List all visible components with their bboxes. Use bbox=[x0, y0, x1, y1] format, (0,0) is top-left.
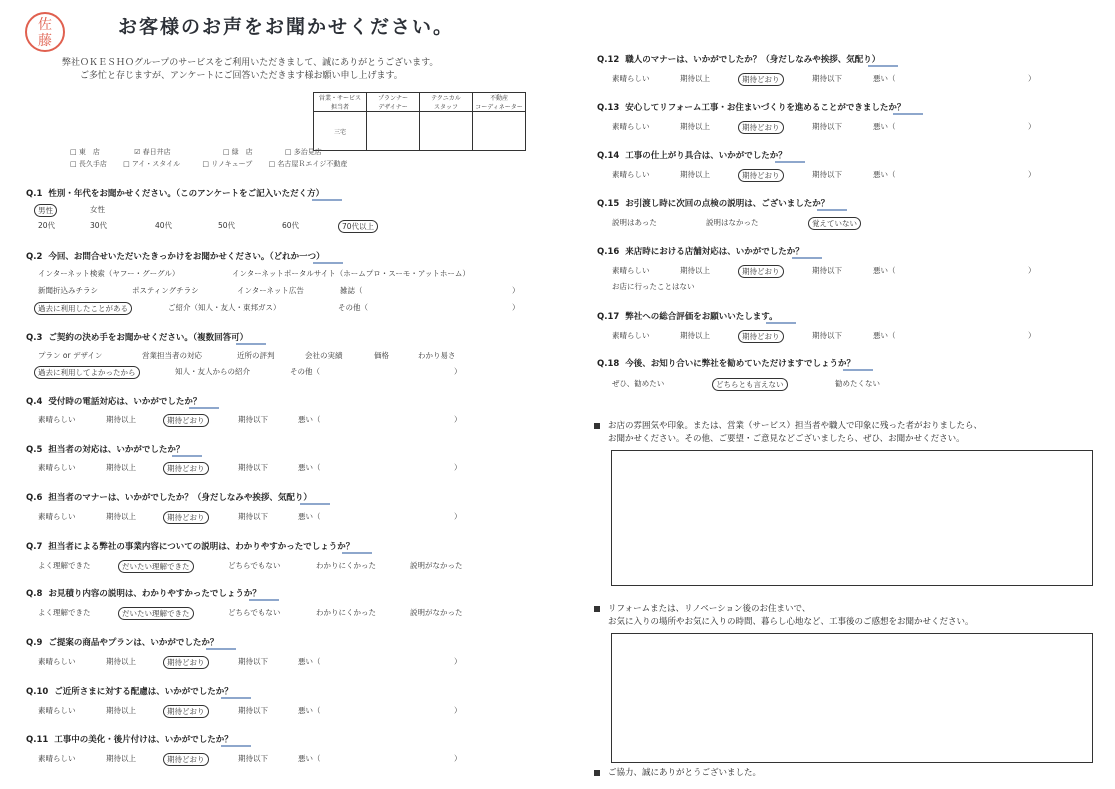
question-text: 担当者による弊社の事業内容についての説明は、わかりやすかったでしょうか？ bbox=[48, 542, 355, 552]
shop-midori[interactable]: □ 緑 店 bbox=[222, 148, 253, 156]
question-1-option[interactable]: 40代 bbox=[155, 221, 173, 230]
seal-stamp: 佐 藤 bbox=[25, 12, 65, 52]
question-3-option[interactable]: 営業担当者の対応 bbox=[142, 351, 202, 360]
shop-row-2[interactable] bbox=[70, 159, 361, 169]
question-8-option[interactable]: 説明がなかった bbox=[410, 608, 463, 617]
question-4-option[interactable]: 期待以上 bbox=[106, 415, 136, 424]
question-10-option[interactable]: ） bbox=[454, 706, 462, 715]
shop-nagakute[interactable]: □ 長久手店 bbox=[70, 160, 107, 168]
question-3-option[interactable]: ） bbox=[454, 367, 462, 376]
question-text: 受付時の電話対応は、いかがでしたか？ bbox=[48, 397, 202, 407]
question-15-option[interactable]: 説明はなかった bbox=[706, 218, 759, 227]
question-number: Q.5 bbox=[26, 445, 43, 455]
question-3-option[interactable]: わかり易さ bbox=[418, 351, 456, 360]
question-6-option-selected[interactable]: 期待どおり bbox=[163, 511, 209, 524]
question-number: Q.14 bbox=[597, 151, 620, 161]
question-8-option[interactable]: どちらでもない bbox=[228, 608, 281, 617]
shop-tajimi[interactable]: □ 多治見店 bbox=[284, 148, 322, 156]
question-18-option-selected[interactable]: どちらとも言えない bbox=[712, 378, 788, 391]
question-13-option[interactable]: 期待以上 bbox=[680, 122, 710, 131]
question-text: 弊社への総合評価をお願いいたします。 bbox=[625, 312, 778, 322]
question-text: お引渡し時に次回の点検の説明は、ございましたか？ bbox=[625, 199, 830, 209]
question-1-option-selected[interactable]: 70代以上 bbox=[338, 220, 378, 233]
comment1-line-2: お聞かせください。その他、ご要望・ご意見などございましたら、ぜひ、お聞かせください。 bbox=[608, 434, 965, 444]
question-text: ご近所さまに対する配慮は、いかがでしたか？ bbox=[54, 687, 233, 697]
question-number: Q.2 bbox=[26, 252, 43, 262]
question-5-option[interactable]: 期待以下 bbox=[238, 463, 268, 472]
question-18-option[interactable]: ぜひ、勧めたい bbox=[612, 379, 665, 388]
question-16-option-selected[interactable]: 期待どおり bbox=[738, 265, 784, 278]
question-12-option[interactable]: ） bbox=[1028, 74, 1036, 83]
staff-header-realestate: 不動産 コーディネーター bbox=[473, 93, 526, 112]
question-text: 工事の仕上がり具合は、いかがでしたか？ bbox=[625, 151, 787, 161]
question-3-option-selected[interactable]: 過去に利用してよかったから bbox=[34, 366, 140, 379]
question-1-heading bbox=[26, 187, 324, 199]
question-13-option[interactable]: 素晴らしい bbox=[612, 122, 650, 131]
intro-line-1: 弊社ＯＫＥＳＨＯグループのサービスをご利用いただきまして、誠にありがとうございます。 bbox=[62, 58, 439, 68]
question-2-option[interactable]: インターネットポータルサイト（ホームプロ・スーモ・アットホーム） bbox=[232, 269, 470, 278]
question-text: 性別・年代をお聞かせください。（このアンケートをご記入いただく方） bbox=[48, 189, 325, 199]
question-9-option[interactable]: 悪い（ bbox=[298, 657, 321, 666]
question-15-option[interactable]: 説明はあった bbox=[612, 218, 657, 227]
question-17-option[interactable]: 悪い（ bbox=[873, 331, 896, 340]
question-3-option[interactable]: 近所の評判 bbox=[237, 351, 275, 360]
question-10-option-selected[interactable]: 期待どおり bbox=[163, 705, 209, 718]
question-number: Q.16 bbox=[597, 247, 620, 257]
question-14-option[interactable]: ） bbox=[1028, 170, 1036, 179]
question-13-option-selected[interactable]: 期待どおり bbox=[738, 121, 784, 134]
question-9-option[interactable]: 期待以上 bbox=[106, 657, 136, 666]
question-11-option-selected[interactable]: 期待どおり bbox=[163, 753, 209, 766]
question-number: Q.6 bbox=[26, 493, 43, 503]
question-number: Q.9 bbox=[26, 638, 43, 648]
question-9-heading bbox=[26, 636, 218, 648]
comment2-line-1: リフォームまたは、リノベーション後のお住まいで、 bbox=[608, 604, 811, 614]
question-15-heading bbox=[597, 197, 829, 209]
question-text: 安心してリフォーム工事・お住まいづくりを進めることができましたか？ bbox=[625, 103, 906, 113]
question-2-option[interactable]: ） bbox=[512, 303, 520, 312]
question-17-option[interactable]: 期待以下 bbox=[812, 331, 842, 340]
question-number: Q.12 bbox=[597, 55, 620, 65]
question-6-heading bbox=[26, 491, 312, 503]
question-number: Q.4 bbox=[26, 397, 43, 407]
question-13-option[interactable]: 悪い（ bbox=[873, 122, 896, 131]
question-16-option[interactable]: 期待以下 bbox=[812, 266, 842, 275]
question-10-heading bbox=[26, 685, 233, 697]
question-14-option[interactable]: 期待以下 bbox=[812, 170, 842, 179]
comment2-line-2: お気に入りの場所やお気に入りの時間、暮らし心地など、工事後のご感想をお聞かせください。 bbox=[608, 617, 974, 627]
question-2-option[interactable]: インターネット検索（ヤフー・グーグル） bbox=[38, 269, 180, 278]
question-11-option[interactable]: 素晴らしい bbox=[38, 754, 76, 763]
question-11-heading bbox=[26, 733, 233, 745]
question-number: Q.8 bbox=[26, 589, 43, 599]
question-7-option[interactable]: どちらでもない bbox=[228, 561, 281, 570]
question-15-option-selected[interactable]: 覚えていない bbox=[808, 217, 861, 230]
bullet-square-icon bbox=[594, 606, 600, 612]
question-7-option[interactable]: 説明がなかった bbox=[410, 561, 463, 570]
question-text: ご契約の決め手をお聞かせください。（複数回答可） bbox=[48, 333, 249, 343]
question-4-heading bbox=[26, 395, 201, 407]
bullet-square-icon bbox=[594, 770, 600, 776]
question-9-option[interactable]: ） bbox=[454, 657, 462, 666]
shop-kasugai[interactable]: ☑ 春日井店 bbox=[134, 148, 171, 156]
question-16-option[interactable]: 悪い（ bbox=[873, 266, 896, 275]
page-title: お客様のお声をお聞かせください。 bbox=[118, 16, 455, 38]
question-4-option[interactable]: 素晴らしい bbox=[38, 415, 76, 424]
question-16-option[interactable]: ） bbox=[1028, 266, 1036, 275]
question-12-heading bbox=[597, 53, 880, 65]
question-5-heading bbox=[26, 443, 184, 455]
question-text: お見積り内容の説明は、わかりやすかったでしょうか？ bbox=[48, 589, 261, 599]
question-16-option[interactable]: 期待以上 bbox=[680, 266, 710, 275]
question-number: Q.3 bbox=[26, 333, 43, 343]
question-5-option[interactable]: 期待以上 bbox=[106, 463, 136, 472]
comment2-textarea[interactable] bbox=[611, 633, 1093, 763]
question-14-option[interactable]: 期待以上 bbox=[680, 170, 710, 179]
question-number: Q.1 bbox=[26, 189, 43, 199]
question-text: 職人のマナーは、いかがでしたか？（身だしなみや挨拶、気配り） bbox=[625, 55, 881, 65]
question-10-option[interactable]: 期待以上 bbox=[106, 706, 136, 715]
question-9-option-selected[interactable]: 期待どおり bbox=[163, 656, 209, 669]
question-17-heading bbox=[597, 310, 778, 322]
question-8-option[interactable]: よく理解できた bbox=[38, 608, 91, 617]
question-number: Q.11 bbox=[26, 735, 49, 745]
question-text: 工事中の美化・後片付けは、いかがでしたか？ bbox=[54, 735, 233, 745]
question-number: Q.10 bbox=[26, 687, 49, 697]
question-12-option[interactable]: 期待以上 bbox=[680, 74, 710, 83]
question-1-option[interactable]: 50代 bbox=[218, 221, 236, 230]
question-9-option[interactable]: 素晴らしい bbox=[38, 657, 76, 666]
question-18-option[interactable]: 勧めたくない bbox=[835, 379, 880, 388]
question-2-option[interactable]: 新聞折込みチラシ bbox=[38, 286, 98, 295]
question-6-option[interactable]: 悪い（ bbox=[298, 512, 321, 521]
question-13-option[interactable]: ） bbox=[1028, 122, 1036, 131]
staff-header-sales: 営業・サービス 担当者 bbox=[314, 93, 367, 112]
question-14-option[interactable]: 悪い（ bbox=[873, 170, 896, 179]
question-2-option[interactable]: ポスティングチラシ bbox=[132, 286, 199, 295]
question-14-option-selected[interactable]: 期待どおり bbox=[738, 169, 784, 182]
question-text: ご提案の商品やプランは、いかがでしたか？ bbox=[48, 638, 219, 648]
question-7-heading bbox=[26, 540, 354, 552]
comment1-line-1: お店の雰囲気や印象。または、営業（サービス）担当者や職人で印象に残った者がおりましたら、 bbox=[608, 421, 983, 431]
shop-istyle[interactable]: □ アイ・スタイル bbox=[123, 160, 181, 168]
question-7-option[interactable]: わかりにくかった bbox=[316, 561, 376, 570]
staff-header-planner: プランナー デザイナー bbox=[367, 93, 420, 112]
question-6-option[interactable]: 期待以下 bbox=[238, 512, 268, 521]
question-number: Q.15 bbox=[597, 199, 620, 209]
question-4-option[interactable]: 悪い（ bbox=[298, 415, 321, 424]
question-13-heading bbox=[597, 101, 905, 113]
question-11-option[interactable]: 期待以上 bbox=[106, 754, 136, 763]
comment2-prompt bbox=[594, 603, 974, 629]
question-6-option[interactable]: 期待以上 bbox=[106, 512, 136, 521]
question-7-option[interactable]: よく理解できた bbox=[38, 561, 91, 570]
question-16-option[interactable]: 素晴らしい bbox=[612, 266, 650, 275]
question-9-option[interactable]: 期待以下 bbox=[238, 657, 268, 666]
staff-planner-name[interactable] bbox=[367, 112, 420, 151]
question-13-option[interactable]: 期待以下 bbox=[812, 122, 842, 131]
question-6-option[interactable]: 素晴らしい bbox=[38, 512, 76, 521]
question-18-heading bbox=[597, 357, 855, 369]
question-2-option[interactable]: インターネット広告 bbox=[237, 286, 304, 295]
question-6-option[interactable]: ） bbox=[454, 512, 462, 521]
staff-header-technical: テクニカル スタッフ bbox=[420, 93, 473, 112]
question-16-option[interactable]: お店に行ったことはない bbox=[612, 282, 695, 291]
question-1-option[interactable]: 30代 bbox=[90, 221, 108, 230]
question-4-option[interactable]: 期待以下 bbox=[238, 415, 268, 424]
question-7-option-selected[interactable]: だいたい理解できた bbox=[118, 560, 194, 573]
question-2-heading bbox=[26, 250, 325, 262]
staff-technical-name[interactable] bbox=[420, 112, 473, 151]
question-12-option[interactable]: 悪い（ bbox=[873, 74, 896, 83]
question-14-heading bbox=[597, 149, 787, 161]
question-1-option[interactable]: 女性 bbox=[90, 205, 105, 214]
question-2-option[interactable]: その他（ bbox=[338, 303, 368, 312]
staff-table bbox=[313, 92, 526, 151]
question-17-option[interactable]: ） bbox=[1028, 331, 1036, 340]
shop-row-1[interactable] bbox=[70, 147, 336, 157]
question-2-option-selected[interactable]: 過去に利用したことがある bbox=[34, 302, 132, 315]
comment1-prompt bbox=[594, 420, 982, 446]
question-8-option[interactable]: わかりにくかった bbox=[316, 608, 376, 617]
closing-text: ご協力、誠にありがとうございました。 bbox=[608, 768, 762, 778]
staff-sales-name[interactable]: 三宅 bbox=[314, 112, 367, 151]
question-5-option[interactable]: 素晴らしい bbox=[38, 463, 76, 472]
question-10-option[interactable]: 悪い（ bbox=[298, 706, 321, 715]
staff-realestate-name[interactable] bbox=[473, 112, 526, 151]
question-11-option[interactable]: 期待以下 bbox=[238, 754, 268, 763]
shop-nagoya-r-age[interactable]: □ 名古屋Ｒエイジ不動産 bbox=[268, 160, 348, 168]
question-11-option[interactable]: ） bbox=[454, 754, 462, 763]
question-5-option-selected[interactable]: 期待どおり bbox=[163, 462, 209, 475]
question-number: Q.7 bbox=[26, 542, 43, 552]
question-1-option[interactable]: 20代 bbox=[38, 221, 56, 230]
question-11-option[interactable]: 悪い（ bbox=[298, 754, 321, 763]
question-12-option-selected[interactable]: 期待どおり bbox=[738, 73, 784, 86]
question-number: Q.18 bbox=[597, 359, 620, 369]
question-2-option[interactable]: ） bbox=[512, 286, 520, 295]
question-3-option[interactable]: その他（ bbox=[290, 367, 320, 376]
intro-line-2: ご多忙と存じますが、アンケートにご回答いただきます様お願い申し上げます。 bbox=[80, 71, 403, 81]
question-number: Q.17 bbox=[597, 312, 620, 322]
question-17-option-selected[interactable]: 期待どおり bbox=[738, 330, 784, 343]
question-2-option[interactable]: 雑誌（ bbox=[340, 286, 363, 295]
question-8-option-selected[interactable]: だいたい理解できた bbox=[118, 607, 194, 620]
question-12-option[interactable]: 素晴らしい bbox=[612, 74, 650, 83]
question-text: 今回、お問合せいただいたきっかけをお聞かせください。（どれか一つ） bbox=[48, 252, 325, 262]
question-4-option-selected[interactable]: 期待どおり bbox=[163, 414, 209, 427]
shop-higashi[interactable]: □ 東 店 bbox=[70, 148, 100, 156]
question-3-option[interactable]: 会社の実績 bbox=[305, 351, 343, 360]
question-17-option[interactable]: 素晴らしい bbox=[612, 331, 650, 340]
question-text: 来店時における店舗対応は、いかがでしたか？ bbox=[625, 247, 804, 257]
question-8-heading bbox=[26, 587, 261, 599]
question-text: 今後、お知り合いに弊社を勧めていただけますでしょうか？ bbox=[625, 359, 856, 369]
question-1-option-selected[interactable]: 男性 bbox=[34, 204, 57, 217]
question-10-option[interactable]: 期待以下 bbox=[238, 706, 268, 715]
question-17-option[interactable]: 期待以上 bbox=[680, 331, 710, 340]
question-5-option[interactable]: 悪い（ bbox=[298, 463, 321, 472]
question-3-option[interactable]: プラン or デザイン bbox=[38, 351, 103, 360]
question-text: 担当者のマナーは、いかがでしたか？（身だしなみや挨拶、気配り） bbox=[48, 493, 312, 503]
question-4-option[interactable]: ） bbox=[454, 415, 462, 424]
question-3-heading bbox=[26, 331, 248, 343]
question-5-option[interactable]: ） bbox=[454, 463, 462, 472]
question-3-option[interactable]: 知人・友人からの紹介 bbox=[175, 367, 250, 376]
comment1-textarea[interactable] bbox=[611, 450, 1093, 586]
question-12-option[interactable]: 期待以下 bbox=[812, 74, 842, 83]
question-16-heading bbox=[597, 245, 804, 257]
question-text: 担当者の対応は、いかがでしたか？ bbox=[48, 445, 185, 455]
question-1-option[interactable]: 60代 bbox=[282, 221, 300, 230]
question-3-option[interactable]: 価格 bbox=[374, 351, 389, 360]
closing-message bbox=[594, 767, 761, 780]
question-10-option[interactable]: 素晴らしい bbox=[38, 706, 76, 715]
shop-renocube[interactable]: □ リノキューブ bbox=[202, 160, 253, 168]
question-2-option[interactable]: ご紹介（知人・友人・東邦ガス） bbox=[168, 303, 281, 312]
question-14-option[interactable]: 素晴らしい bbox=[612, 170, 650, 179]
question-number: Q.13 bbox=[597, 103, 620, 113]
bullet-square-icon bbox=[594, 423, 600, 429]
